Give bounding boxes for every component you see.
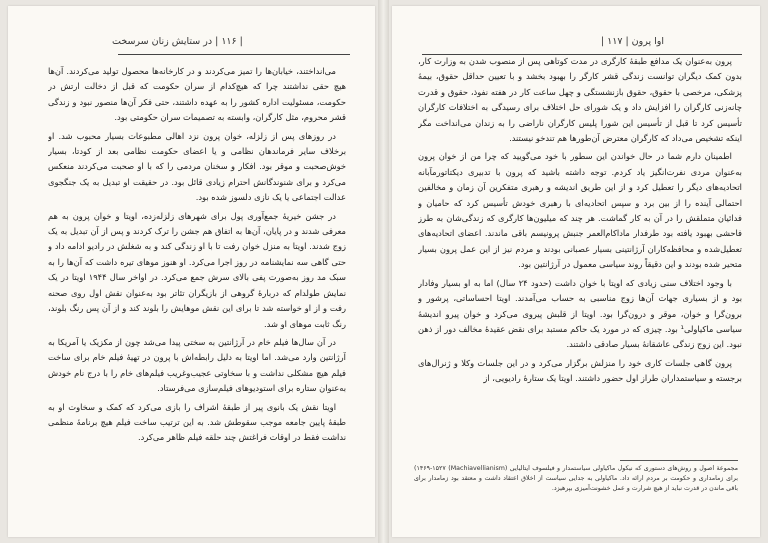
book-gutter <box>378 0 389 543</box>
paragraph: با وجود اختلاف سنی زیادی که اویتا با خوان داشت (حدود ۲۴ سال) اما به او بسیار وفادار بود و از بسیاری جهات آن‌ها زوج مناسبی به حساب می‌آمدند. اویتا احساساتی، پرشور و برون‌گرا و خوان، موقر و درون‌گرا بود. اویتا از قلبش پیروی می‌کرد و خوان پیرو اندیشهٔ سیاسی ماکیاولی¹ بود. چیزی که در مورد یک حاکم مستبد برای نقض عقیدهٔ مخالف دور از ذهن نبود. این زوج زندگی عاشقانهٔ بسیار صادقی داشتند. <box>418 277 742 350</box>
footnote-rule <box>620 460 738 461</box>
body-text <box>418 54 742 449</box>
body-text <box>48 64 346 484</box>
paragraph: پرون به‌عنوان یک مدافع طبقهٔ کارگری در مدت کوتاهی پس از منصوب شدن به وزارت کار، بدون کمک دیگران توانست زندگی قشر کارگر را بهبود بخشد و با تعیین حداقل حقوق، بیمهٔ پزشکی، مرخصی با حقوق، حقوق بازنشستگی و چهل ساعت کار در هفته نفوذ، حقوق و قدرت چانه‌زنی کارگران را افزایش داد و یک شورای حل اختلاف برای رسیدگی به اختلافات کارگران تأسیس کرد تا قبل از تأسیس این شورا پلیس کارگران ناراضی را به زندان می‌انداخت مگر اینکه تشخیص می‌داد که کارگران معترض آن‌طورها هم تندخو نیستند. <box>418 56 742 144</box>
paragraph: اطمینان دارم شما در حال خواندن این سطور با خود می‌گویید که چرا من از خوان پرون به‌عنوان مردی نفرت‌انگیز یاد کردم. توجه داشته باشید که پرون با تدبیری دیکتاتورمآبانه اتحادیه‌های دیگر را تعطیل کرد و از این طریق اندیشه و رهبری متفکرین آن زمان و مخالفین احتمالی آینده را از بین برد و سپس اتحادیه‌ای با رهبری خودش تأسیس کرد که حامیان و فدائیان متملقش را در آن به کار گماشت. هر چند که میلیون‌ها کارگری که زندگی‌شان به طرز فاحشی بهبود یافته بود طرفدار ماداکام‌العمر جنبش پرونیسم باقی ماندند. اعضای اتحادیه‌های تعطیل‌شده و محافظه‌کاران آرژانتینی بسیار عصبانی بودند و مردم نیز از این عمل پرون بسیار متحیر شده بودند و این دقیقاً روند سیاسی معمول در آرژانتین بود. <box>418 151 742 270</box>
page-header: اوا پرون | ۱۱۷ | <box>600 36 664 47</box>
page-header: | ۱۱۶ | در ستایش زنان سرسخت <box>112 36 243 47</box>
paragraph: پرون گاهی جلسات کاری خود را منزلش برگزار می‌کرد و در این جلسات وکلا و ژنرال‌های برجسته و سیاستمداران طراز اول حضور داشتند. اویتا یک ستارهٔ رادیویی، از <box>418 357 742 384</box>
left-page <box>8 6 375 537</box>
paragraph: می‌انداختند، خیابان‌ها را تمیز می‌کردند و در کارخانه‌ها محصول تولید می‌کردند. آن‌ها هیچ حقی نداشتند چرا که هیچ‌کدام از سران حکومت که قبل از دخالت ارتش در حکومت، مسئولیت اداره کشور را به عهده داشتند، حتی فکر آن‌ها منصور نبود و زندگی قشر محروم، مثل کارگران، وابسته به تصمیمات سران حکومتی بود. <box>48 66 346 123</box>
paragraph: در جشن خیریهٔ جمع‌آوری پول برای شهرهای زلزله‌زده، اویتا و خوان پرون به هم معرفی شدند و در پایان، آن‌ها به اتفاق هم جشن را ترک کردند و پس از آن تبدیل به یک زوج شدند. اویتا به منزل خوان رفت تا با او زندگی کند و به شغلش در رادیو ادامه داد و حتی گاهی سه نمایشنامه در روز اجرا می‌کرد. او هنوز موهای تیره داشت که آن‌ها را به سبک مد روز به‌صورت پفی بالای سرش جمع می‌کرد. در اواخر سال ۱۹۴۴ اویتا در یک نمایش طولدام که دربارهٔ گروهی از بازیگران تئاتر بود به‌عنوان نقش اول روی صحنه رفت و از او خواسته شد تا برای این نقش موهایش را بلوند کند و از آن پس رنگ بلوند، رنگ ثابت موهای او شد. <box>48 210 346 329</box>
footnote: مجموعهٔ اصول و روش‌های دستوری که نیکول ماکیاولی سیاستمدار و فیلسوف ایتالیایی (Machiavellianism) ۱۴۶۹-۱۵۲۷) برای زمامداری و حکومت بر مردم ارائه داد. ماکیاولی به جدایی سیاست از اخلاق اعتقاد داشت و معتقد بود زمامدار برای باقی ماندن در قدرت نباید از هیچ شرارت و عمل خشونت‌آمیزی بپرهیزد. <box>414 465 738 492</box>
paragraph: اویتا نقش یک بانوی پیر از طبقهٔ اشراف را بازی می‌کرد که کمک و سخاوت او به طبقهٔ پایین جامعه موجب سقوطش شد. به این ترتیب ساخت فیلم هیچ برنامهٔ منظمی نداشت فقط در اوقات فراغتش چند حلقه فیلم ظاهر می‌کرد. <box>48 401 346 443</box>
paragraph: در روزهای پس از زلزله، خوان پرون نزد اهالی مطبوعات بسیار محبوب شد. او برخلاف سایر فرماندهان نظامی و یا اعضای حکومت نظامی بعد از کودتا، بسیار خوش‌صحبت و موقر بود. افکار و سخنان مردمی را که با او صحبت می‌کردند منعکس می‌کرد و برای شنوندگانش احترام زیادی قائل بود. در حقیقت او تبدیل به یک جنگجوی عدالت اجتماعی یا یک نازی دلسوز شده بود. <box>48 130 346 203</box>
paragraph: در آن سال‌ها فیلم خام در آرژانتین به سختی پیدا می‌شد چون از مکزیک یا آمریکا به آرژانتین وارد می‌شد. اما اویتا به دلیل رابطه‌اش با پرون در تهیهٔ فیلم خام برای ساخت فیلم هیچ مشکلی نداشت و با سخاوتی عجیب‌وغریب فیلم‌های خام را با درج نام خودش به‌عنوان ستاره برای استودیوهای فیلم‌سازی می‌فرستاد. <box>48 336 346 394</box>
right-page <box>392 6 760 537</box>
header-rule <box>118 54 350 55</box>
